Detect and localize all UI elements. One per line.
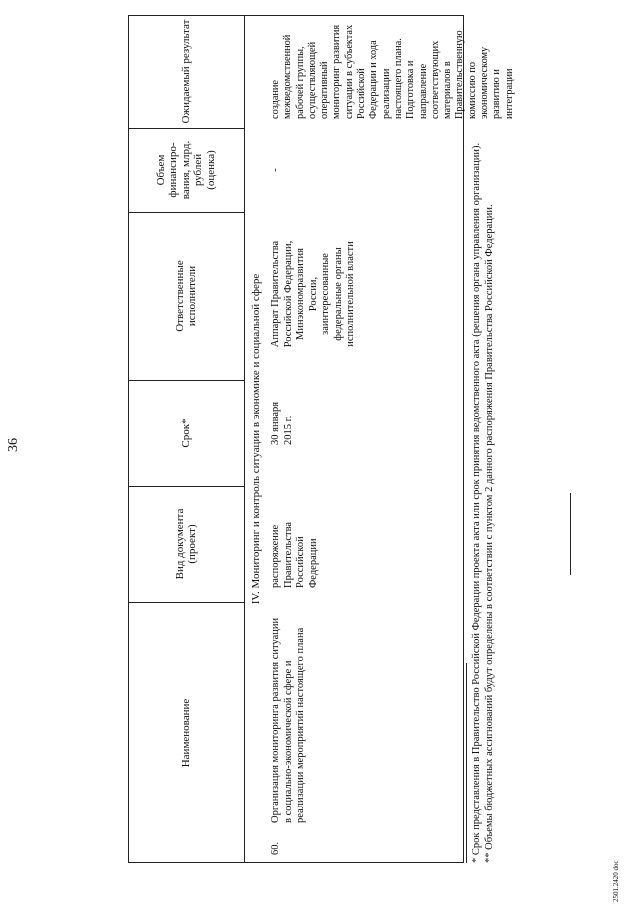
document-code: 2501.2420 doc [612,860,620,902]
page-number: 36 [6,438,21,452]
header-executors: Ответственные исполнители [173,260,198,332]
row-result: создание межведомственной рабочей группы, осуществляющей оперативный мониторинг развития ситуации в субъектах Российской Федерации и хода реализации настоящего плана. Подготовка и направление соответствующих материалов в Правительственную комиссию по экономическому развитию и интеграции [270,24,515,119]
section-title: IV. Мониторинг и контроль ситуации в экономике и социальной сфере [250,273,262,605]
header-term: Срок* [179,418,192,448]
row-executors: Аппарат Правительства Российской Федерации, Минэкономразвития России, заинтересованные федеральные органы исполнительной власти [270,240,356,348]
row-term: 30 января 2015 г. [270,401,294,445]
header-funding: Объем финансиро-вания, млрд. рублей (оценка) [154,140,217,200]
footnote-funding: ** Объемы бюджетных ассигнований будут определены в соответствии с пунктом 2 данного распоряжения Правительства Российской Федерации. [484,204,495,863]
footnotes [470,15,496,863]
header-doc-type: Вид документа (проект) [173,508,198,580]
row-funding: - [270,168,281,172]
column-separator [128,486,244,487]
end-of-section-rule [570,493,571,575]
row-name: Организация мониторинга развития ситуации в социально-экономической сфере и реализации мероприятий настоящего плана [270,617,306,823]
header-name: Наименование [179,698,192,768]
header-bottom-border [244,15,245,863]
column-separator [128,212,244,213]
header-result: Ожидаемый результат [179,19,192,124]
table-bottom-border [463,15,464,863]
row-number: 60. [270,841,281,855]
footnote-divider [466,663,467,863]
row-doc-type: распоряжение Правительства Российской Федерации [270,521,319,588]
footnote-term: * Срок представления в Правительство Российской Федерации проекта акта или срок принятия ведомственного акта (решения органа управления организации). [471,142,482,863]
